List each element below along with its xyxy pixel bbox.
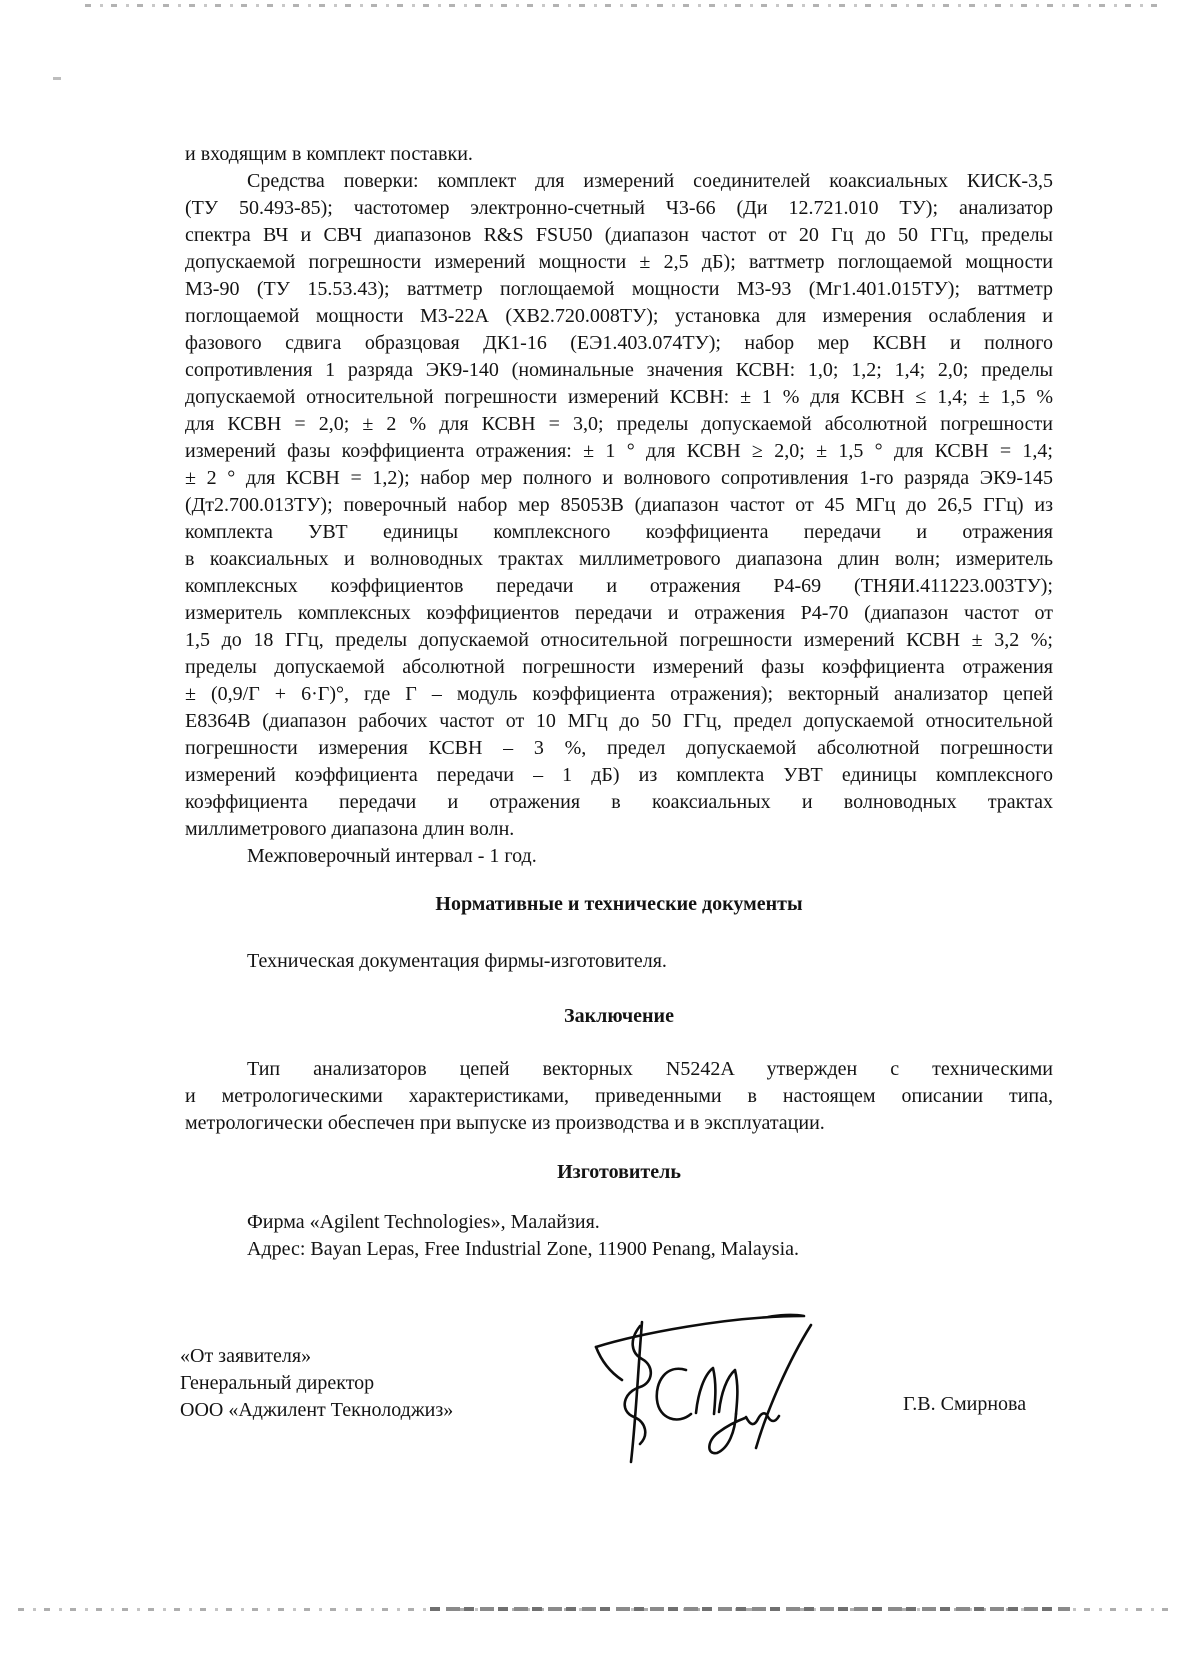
text-line: (ТУ 50.493-85); частотомер электронно-счетный Ч3-66 (Ди 12.721.010 ТУ); анализатор [185, 197, 1053, 219]
handwritten-signature-icon [568, 1290, 828, 1470]
section-heading-normative-docs: Нормативные и технические документы [435, 893, 803, 915]
main-text-block [185, 141, 1053, 870]
text-line: коэффициента передачи и отражения в коаксиальных и волноводных трактах [185, 791, 1053, 813]
text-line: и метрологическими характеристиками, приведенными в настоящем описании типа, [185, 1085, 1053, 1107]
text-line: сопротивления 1 разряда ЭК9-140 (номинальные значения КСВН: 1,0; 1,2; 1,4; 2,0; пределы [185, 359, 1053, 381]
text-line: Е8364В (диапазон рабочих частот от 10 МГц до 50 ГГц, предел допускаемой относительной [185, 710, 1053, 732]
signoff-block [180, 1343, 600, 1424]
text-line: измерений фазы коэффициента отражения: ± 1 ° для КСВН ≥ 2,0; ± 1,5 ° для КСВН = 1,4; [185, 440, 1053, 462]
text-line: ± (0,9/Г + 6·Г)°, где Г – модуль коэффициента отражения); векторный анализатор цепей [185, 683, 1053, 705]
text-line: Средства поверки: комплект для измерений соединителей коаксиальных КИСК-3,5 [247, 170, 1053, 192]
manufacturer-firm-line: Фирма «Agilent Technologies», Малайзия. [247, 1211, 600, 1233]
text-line: пределы допускаемой абсолютной погрешности измерений фазы коэффициента отражения [185, 656, 1053, 678]
text-line: комплекта УВТ единицы комплексного коэффициента передачи и отражения [185, 521, 1053, 543]
text-line: спектра ВЧ и СВЧ диапазонов R&S FSU50 (диапазон частот от 20 Гц до 50 ГГц, пределы [185, 224, 1053, 246]
section-heading-manufacturer: Изготовитель [557, 1161, 681, 1183]
signer-company: ООО «Аджилент Текнолоджиз» [180, 1399, 454, 1421]
text-line: допускаемой относительной погрешности измерений КСВН: ± 1 % для КСВН ≤ 1,4; ± 1,5 % [185, 386, 1053, 408]
text-line: комплексных коэффициентов передачи и отражения Р4-69 (ТНЯИ.411223.003ТУ); [185, 575, 1053, 597]
text-line: (Дт2.700.013ТУ); поверочный набор мер 85053В (диапазон частот от 45 МГц до 26,5 ГГц) из [185, 494, 1053, 516]
text-line: миллиметрового диапазона длин волн. [185, 818, 515, 840]
text-line: измеритель комплексных коэффициентов передачи и отражения Р4-70 (диапазон частот от [185, 602, 1053, 624]
text-line: и входящим в комплект поставки. [185, 143, 473, 165]
text-line: в коаксиальных и волноводных трактах миллиметрового диапазона длин волн; измеритель [185, 548, 1053, 570]
scan-artifact-top-line [85, 4, 1160, 7]
from-applicant-label: «От заявителя» [180, 1345, 312, 1367]
scan-artifact-bottom-line-dark [430, 1607, 1070, 1611]
signer-title: Генеральный директор [180, 1372, 375, 1394]
text-line: фазового сдвига образцовая ДК1-16 (ЕЭ1.403.074ТУ); набор мер КСВН и полного [185, 332, 1053, 354]
text-line: допускаемой погрешности измерений мощности ± 2,5 дБ); ваттметр поглощаемой мощности [185, 251, 1053, 273]
text-line: метрологически обеспечен при выпуске из производства и в эксплуатации. [185, 1112, 825, 1134]
text-line: Тип анализаторов цепей векторных N5242A утвержден с техническими [247, 1058, 1053, 1080]
text-line: измерений коэффициента передачи – 1 дБ) из комплекта УВТ единицы комплексного [185, 764, 1053, 786]
text-line: М3-90 (ТУ 15.53.43); ваттметр поглощаемой мощности М3-93 (Мг1.401.015ТУ); ваттметр [185, 278, 1053, 300]
signer-name: Г.В. Смирнова [903, 1393, 1027, 1415]
normative-docs-paragraph: Техническая документация фирмы-изготовителя. [247, 950, 667, 972]
section-heading-conclusion: Заключение [564, 1005, 674, 1027]
scan-artifact-dash [53, 77, 61, 80]
text-line: для КСВН = 2,0; ± 2 % для КСВН = 3,0; пределы допускаемой абсолютной погрешности [185, 413, 1053, 435]
text-line: 1,5 до 18 ГГц, пределы допускаемой относительной погрешности измерений КСВН ± 3,2 %; [185, 629, 1053, 651]
conclusion-paragraph [185, 1056, 1053, 1137]
text-line: Межповерочный интервал - 1 год. [247, 845, 537, 867]
text-line: погрешности измерения КСВН – 3 %, предел допускаемой абсолютной погрешности [185, 737, 1053, 759]
text-line: ± 2 ° для КСВН = 1,2); набор мер полного и волнового сопротивления 1-го разряда ЭК9-145 [185, 467, 1053, 489]
manufacturer-address-line: Адрес: Bayan Lepas, Free Industrial Zone, 11900 Penang, Malaysia. [247, 1238, 800, 1260]
text-line: поглощаемой мощности М3-22А (ХВ2.720.008ТУ); установка для измерения ослабления и [185, 305, 1053, 327]
